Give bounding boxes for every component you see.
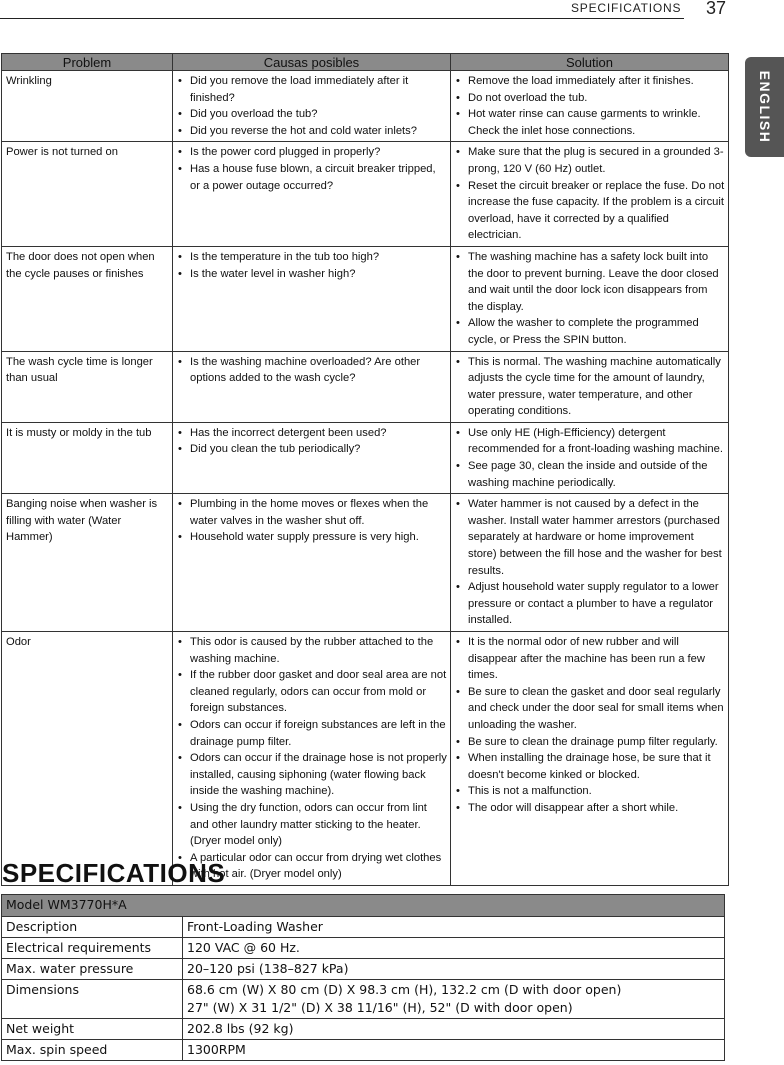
solutions-list — [454, 425, 725, 491]
spec-row — [2, 959, 725, 980]
causes-cell — [173, 71, 451, 142]
language-tab — [745, 57, 784, 157]
header-rule — [0, 18, 684, 19]
solutions-list — [454, 634, 725, 817]
spec-row — [2, 980, 725, 1019]
table-row — [2, 632, 729, 886]
solutions-cell — [451, 351, 729, 422]
solution-item: • This is not a malfunction. — [454, 783, 725, 800]
cause-item: • If the rubber door gasket and door seal area are not cleaned regularly, odors can occur from mold or foreign substances. — [176, 667, 447, 717]
page-number: 37 — [706, 0, 727, 18]
spec-label: Dimensions — [2, 980, 183, 1019]
solutions-cell — [451, 246, 729, 351]
cause-item: • Using the dry function, odors can occur from lint and other laundry matter sticking to the heater. (Dryer model only) — [176, 800, 447, 850]
table-row — [2, 71, 729, 142]
problem-cell: Banging noise when washer is filling with water (Water Hammer) — [2, 494, 173, 632]
spec-label: Net weight — [2, 1019, 183, 1040]
dimensions-metric: 68.6 cm (W) X 80 cm (D) X 98.3 cm (H), 132.2 cm (D with door open) — [187, 982, 622, 997]
table-row — [2, 142, 729, 247]
solutions-list — [454, 144, 725, 244]
spec-value — [183, 980, 725, 1019]
table-row — [2, 494, 729, 632]
table-row — [2, 422, 729, 493]
spec-label: Electrical requirements — [2, 938, 183, 959]
solution-item: • Be sure to clean the drainage pump filter regularly. — [454, 734, 725, 751]
solution-item: • This is normal. The washing machine automatically adjusts the cycle time for the amount of laundry, water pressure, water temperature, and other operating conditions. — [454, 354, 725, 420]
cause-item: • A particular odor can occur from drying wet clothes with hot air. (Dryer model only) — [176, 850, 447, 883]
solution-item: • Use only HE (High-Efficiency) detergent recommended for a front-loading washing machine. — [454, 425, 725, 458]
spec-row — [2, 938, 725, 959]
spec-value: Front-Loading Washer — [183, 917, 725, 938]
cause-item: • Did you clean the tub periodically? — [176, 441, 447, 458]
solutions-cell — [451, 142, 729, 247]
spec-value: 20–120 psi (138–827 kPa) — [183, 959, 725, 980]
spec-value: 202.8 lbs (92 kg) — [183, 1019, 725, 1040]
cause-item: • Has a house fuse blown, a circuit breaker tripped, or a power outage occurred? — [176, 161, 447, 194]
causes-cell — [173, 246, 451, 351]
cause-item: • Odors can occur if foreign substances are left in the drainage pump filter. — [176, 717, 447, 750]
causes-cell — [173, 632, 451, 886]
cause-item: • Is the power cord plugged in properly? — [176, 144, 447, 161]
causes-list — [176, 144, 447, 194]
column-header-solution: Solution — [451, 54, 729, 71]
solutions-cell — [451, 494, 729, 632]
causes-list — [176, 354, 447, 387]
spec-row — [2, 1019, 725, 1040]
table-header-row — [2, 54, 729, 71]
column-header-causes: Causas posibles — [173, 54, 451, 71]
causes-cell — [173, 494, 451, 632]
troubleshooting-table — [1, 53, 729, 886]
table-row — [2, 351, 729, 422]
table-row — [2, 246, 729, 351]
cause-item: • Has the incorrect detergent been used? — [176, 425, 447, 442]
spec-row — [2, 917, 725, 938]
column-header-problem: Problem — [2, 54, 173, 71]
cause-item: • Did you remove the load immediately after it finished? — [176, 73, 447, 106]
solution-item: • It is the normal odor of new rubber and will disappear after the machine has been run a few times. — [454, 634, 725, 684]
model-label: Model WM3770H*A — [2, 895, 725, 917]
cause-item: • Household water supply pressure is very high. — [176, 529, 447, 546]
specifications-table — [1, 894, 725, 1061]
cause-item: • Plumbing in the home moves or flexes when the water valves in the washer shut off. — [176, 496, 447, 529]
solution-item: • The odor will disappear after a short while. — [454, 800, 725, 817]
solution-item: • Make sure that the plug is secured in a grounded 3-prong, 120 V (60 Hz) outlet. — [454, 144, 725, 177]
solutions-cell — [451, 632, 729, 886]
solution-item: • Adjust household water supply regulator to a lower pressure or contact a plumber to have a regulator installed. — [454, 579, 725, 629]
solution-item: • When installing the drainage hose, be sure that it doesn't become kinked or blocked. — [454, 750, 725, 783]
solution-item: • Allow the washer to complete the programmed cycle, or Press the SPIN button. — [454, 315, 725, 348]
causes-cell — [173, 422, 451, 493]
spec-value: 120 VAC @ 60 Hz. — [183, 938, 725, 959]
spec-label: Max. water pressure — [2, 959, 183, 980]
solutions-list — [454, 73, 725, 139]
dimensions-imperial: 27" (W) X 31 1/2" (D) X 38 11/16" (H), 52" (D with door open) — [187, 1000, 573, 1015]
cause-item: • Did you reverse the hot and cold water inlets? — [176, 123, 447, 140]
solution-item: • Reset the circuit breaker or replace the fuse. Do not increase the fuse capacity. If the problem is a circuit overload, have it corrected by a qualified electrician. — [454, 178, 725, 244]
model-row — [2, 895, 725, 917]
solution-item: • Be sure to clean the gasket and door seal regularly and check under the door seal for small items when unloading the washer. — [454, 684, 725, 734]
causes-list — [176, 425, 447, 458]
causes-list — [176, 249, 447, 282]
cause-item: • Is the water level in washer high? — [176, 266, 447, 283]
causes-list — [176, 634, 447, 883]
problem-cell: It is musty or moldy in the tub — [2, 422, 173, 493]
header-section-title: SPECIFICATIONS — [571, 1, 682, 15]
cause-item: • Odors can occur if the drainage hose is not properly installed, causing siphoning (water flowing back inside the washing machine). — [176, 750, 447, 800]
causes-cell — [173, 351, 451, 422]
solutions-list — [454, 496, 725, 629]
causes-list — [176, 73, 447, 139]
solutions-cell — [451, 71, 729, 142]
problem-cell: The door does not open when the cycle pauses or finishes — [2, 246, 173, 351]
causes-cell — [173, 142, 451, 247]
cause-item: • This odor is caused by the rubber attached to the washing machine. — [176, 634, 447, 667]
solution-item: • Hot water rinse can cause garments to wrinkle. Check the inlet hose connections. — [454, 106, 725, 139]
cause-item: • Did you overload the tub? — [176, 106, 447, 123]
solution-item: • Do not overload the tub. — [454, 90, 725, 107]
solution-item: • See page 30, clean the inside and outside of the washing machine periodically. — [454, 458, 725, 491]
cause-item: • Is the temperature in the tub too high? — [176, 249, 447, 266]
problem-cell: Wrinkling — [2, 71, 173, 142]
spec-row — [2, 1040, 725, 1061]
solution-item: • The washing machine has a safety lock built into the door to prevent burning. Leave the door closed and wait until the door lock icon disappears from the display. — [454, 249, 725, 315]
troubleshooting-body — [2, 71, 729, 886]
spec-value: 1300RPM — [183, 1040, 725, 1061]
solutions-list — [454, 354, 725, 420]
problem-cell: Power is not turned on — [2, 142, 173, 247]
problem-cell: Odor — [2, 632, 173, 886]
cause-item: • Is the washing machine overloaded? Are other options added to the wash cycle? — [176, 354, 447, 387]
solution-item: • Water hammer is not caused by a defect in the washer. Install water hammer arrestors (purchased separately at hardware or home improvement store) between the fill hose and the washer for best results. — [454, 496, 725, 579]
problem-cell: The wash cycle time is longer than usual — [2, 351, 173, 422]
spec-label: Max. spin speed — [2, 1040, 183, 1061]
solutions-cell — [451, 422, 729, 493]
solution-item: • Remove the load immediately after it finishes. — [454, 73, 725, 90]
specifications-heading: SPECIFICATIONS — [2, 858, 226, 888]
causes-list — [176, 496, 447, 546]
spec-label: Description — [2, 917, 183, 938]
language-tab-label: ENGLISH — [756, 70, 773, 144]
solutions-list — [454, 249, 725, 349]
